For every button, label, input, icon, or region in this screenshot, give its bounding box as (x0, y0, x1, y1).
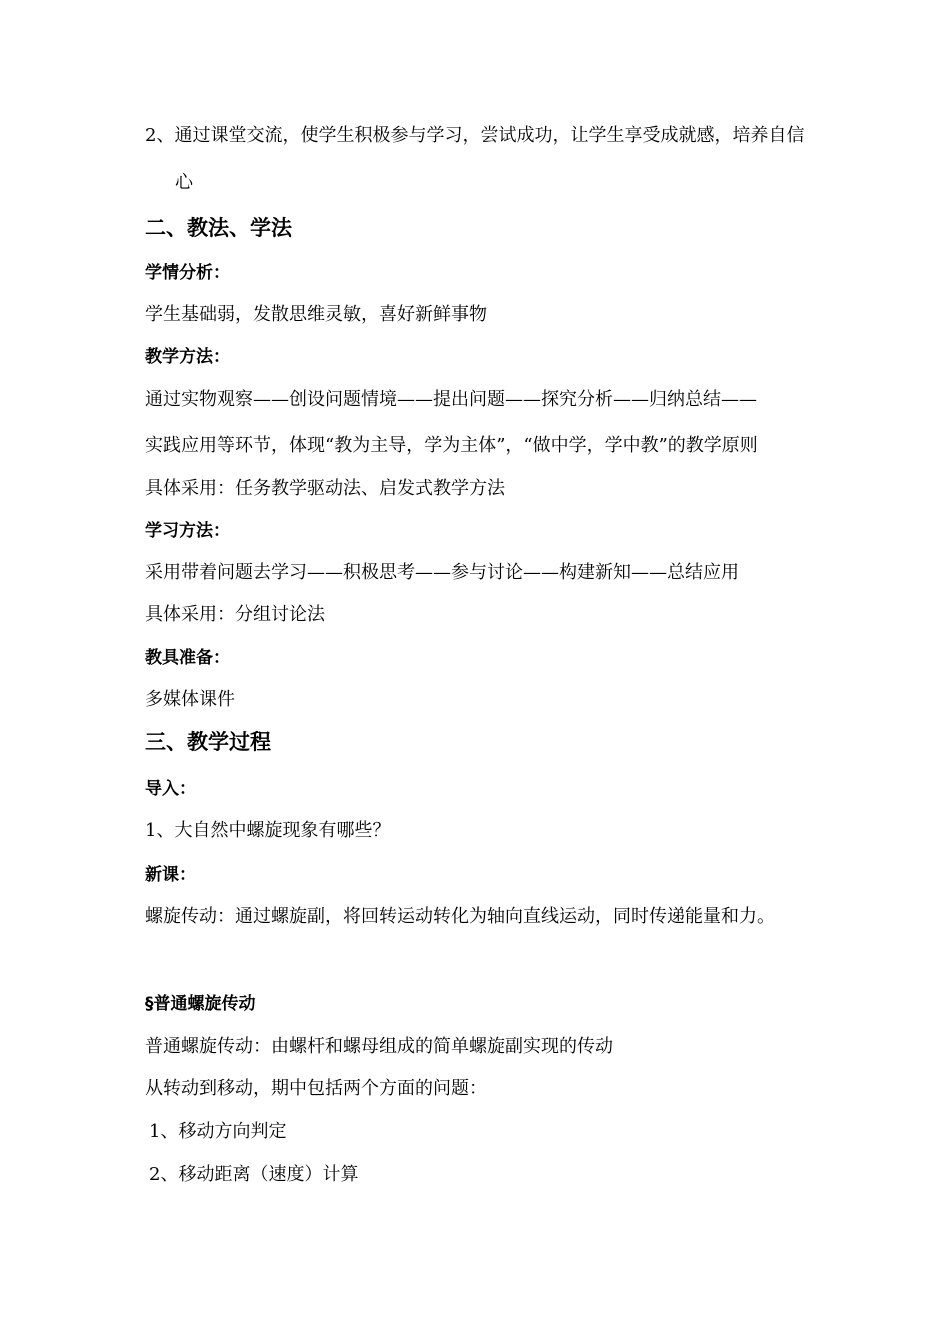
list-item: 2、移动距离（速度）计算 (149, 1164, 359, 1185)
learning-analysis-heading: 学情分析： (145, 263, 230, 283)
list-item: 1、移动方向判定 (149, 1121, 287, 1142)
teaching-aids-text: 多媒体课件 (145, 689, 235, 710)
learning-method-line-2: 具体采用：分组讨论法 (145, 604, 325, 625)
teaching-method-heading: 教学方法： (145, 347, 230, 367)
new-lesson-text: 螺旋传动：通过螺旋副，将回转运动转化为轴向直线运动，同时传递能量和力。 (145, 906, 775, 927)
teaching-method-line-1: 通过实物观察——创设问题情境——提出问题——探究分析——归纳总结—— (145, 389, 757, 410)
teaching-method-line-2: 实践应用等环节，体现“教为主导，学为主体”，“做中学，学中教”的教学原则 (145, 435, 758, 456)
objective-2-line-1: 2、通过课堂交流，使学生积极参与学习，尝试成功，让学生享受成就感，培养自信 (145, 125, 805, 146)
section-2-title: 二、教法、学法 (145, 216, 292, 240)
ordinary-screw-heading: §普通螺旋传动 (145, 994, 256, 1014)
section-3-title: 三、教学过程 (145, 730, 271, 754)
objective-2-line-2: 心 (175, 172, 193, 193)
new-lesson-heading: 新课： (145, 865, 196, 885)
learning-method-line-1: 采用带着问题去学习——积极思考——参与讨论——构建新知——总结应用 (145, 562, 739, 583)
intro-heading: 导入： (145, 779, 196, 799)
teaching-aids-heading: 教具准备： (145, 648, 230, 668)
learning-analysis-text: 学生基础弱，发散思维灵敏，喜好新鲜事物 (145, 304, 487, 325)
intro-text: 1、大自然中螺旋现象有哪些？ (145, 820, 391, 841)
ordinary-screw-definition: 普通螺旋传动：由螺杆和螺母组成的简单螺旋副实现的传动 (145, 1036, 613, 1057)
learning-method-heading: 学习方法： (145, 521, 230, 541)
ordinary-screw-problems-intro: 从转动到移动，期中包括两个方面的问题： (145, 1078, 487, 1099)
teaching-method-line-3: 具体采用：任务教学驱动法、启发式教学方法 (145, 478, 505, 499)
